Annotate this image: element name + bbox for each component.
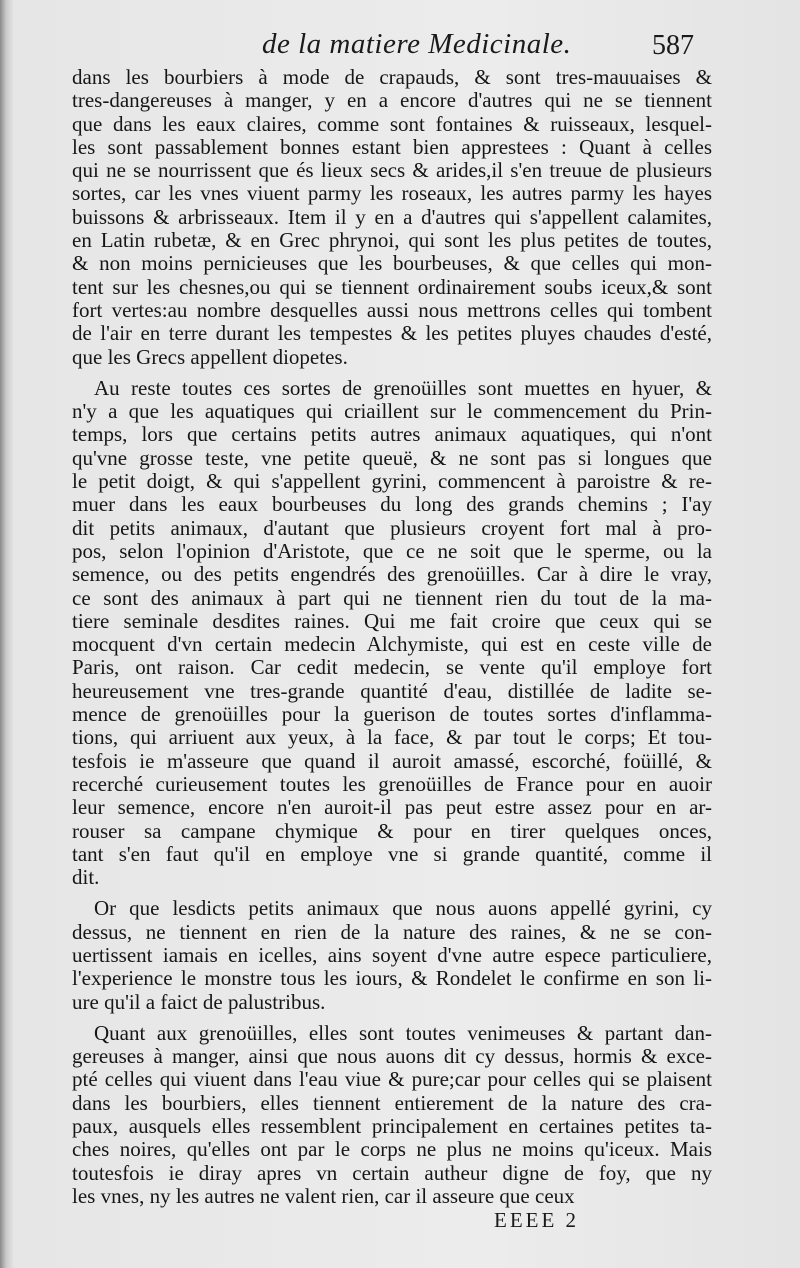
paragraph bbox=[72, 66, 712, 369]
page-number: 587 bbox=[652, 30, 694, 61]
text-line: mocquent d'vn certain medecin Alchymiste, qui est en ceste ville de bbox=[72, 632, 712, 657]
paragraph bbox=[72, 377, 712, 890]
text-line: recerché curieusement toutes les grenoüilles de France pour en auoir bbox=[72, 771, 712, 796]
paragraph bbox=[72, 1022, 712, 1208]
text-line: l'experience le monstre tous les iours, & Rondelet le confirme en son li- bbox=[72, 966, 712, 991]
text-line: ce sont des animaux à part qui ne tiennent rien du tout de la ma- bbox=[72, 585, 712, 610]
text-line: heureusement vne tres-grande quantité d'eau, distillée de ladite se- bbox=[72, 678, 712, 703]
text-line: tant s'en faut qu'il en employe vne si grande quantité, comme il bbox=[72, 841, 712, 866]
text-line: leur semence, encore n'en auroit-il pas peut estre assez pour en ar- bbox=[72, 795, 712, 820]
text-line: uertissent iamais en icelles, ains soyent d'vne autre espece particuliere, bbox=[72, 942, 712, 967]
text-line: de l'air en terre durant les tempestes & les petites pluyes chaudes d'esté, bbox=[72, 321, 712, 346]
text-line: gereuses à manger, ainsi que nous auons dit cy dessus, hormis & exce- bbox=[72, 1044, 712, 1069]
text-line: Quant aux grenoüilles, elles sont toutes venimeuses & partant dan- bbox=[94, 1020, 712, 1045]
text-line: ure qu'il a faict de palustribus. bbox=[72, 989, 326, 1014]
text-line: les vnes, ny les autres ne valent rien, car il asseure que ceux bbox=[72, 1183, 575, 1208]
text-line: les sont passablement bonnes estant bien apprestees : Quant à celles bbox=[72, 134, 712, 159]
text-line: que les Grecs appellent diopetes. bbox=[72, 344, 348, 369]
text-line: tiere seminale desdites raines. Qui me fait croire que ceux qui se bbox=[72, 608, 712, 633]
text-line: Au reste toutes ces sortes de grenoüilles sont muettes en hyuer, & bbox=[94, 375, 712, 400]
text-line: Or que lesdicts petits animaux que nous auons appellé gyrini, cy bbox=[94, 896, 712, 921]
text-line: pté celles qui viuent dans l'eau viue & pure;car pour celles qui se plaisent bbox=[72, 1067, 712, 1092]
text-line: mence de grenoüilles pour la guerison de toutes sortes d'inflamma- bbox=[72, 702, 712, 727]
text-line: n'y a que les aquatiques qui criaillent sur le commencement du Prin- bbox=[72, 399, 712, 424]
paragraph bbox=[72, 897, 712, 1013]
running-head bbox=[0, 28, 800, 68]
text-line: toutesfois ie diray apres vn certain autheur digne de foy, que ny bbox=[72, 1160, 712, 1185]
text-line: tesfois ie m'asseure que quand il auroit amassé, escorché, foüillé, & bbox=[72, 748, 712, 773]
body-text bbox=[72, 66, 712, 1216]
text-line: fort vertes:au nombre desquelles aussi nous mettrons celles qui tombent bbox=[72, 297, 712, 322]
text-line: paux, ausquels elles ressemblent principalement en certaines petites ta- bbox=[72, 1114, 712, 1139]
text-line: semence, ou des petits engendrés des grenoüilles. Car à dire le vray, bbox=[72, 562, 712, 587]
text-line: muer dans les eaux bourbeuses du long des grands chemins ; I'ay bbox=[72, 492, 712, 517]
text-line: rouser sa campane chymique & pour en tirer quelques onces, bbox=[72, 818, 712, 843]
text-line: dans les bourbiers à mode de crapauds, & sont tres-mauuaises & bbox=[72, 65, 712, 89]
text-line: tres-dangereuses à manger, y en a encore d'autres qui ne se tiennent bbox=[72, 88, 712, 113]
text-line: dessus, ne tiennent en rien de la nature des raines, & ne se con- bbox=[72, 919, 712, 944]
text-line: qu'vne grosse teste, vne petite queuë, & ne sont pas si longues que bbox=[72, 445, 712, 470]
text-line: Paris, ont raison. Car cedit medecin, se vente qu'il employe fort bbox=[72, 655, 712, 680]
signature-mark: EEEE 2 bbox=[494, 1208, 580, 1232]
text-line: buissons & arbrisseaux. Item il y en a d'autres qui s'appellent calamites, bbox=[72, 204, 712, 229]
text-line: sortes, car les vnes viuent parmy les roseaux, les autres parmy les hayes bbox=[72, 181, 712, 206]
text-line: que dans les eaux claires, comme sont fontaines & ruisseaux, lesquel- bbox=[72, 111, 712, 136]
text-line: le petit doigt, & qui s'appellent gyrini, commencent à paroistre & re- bbox=[72, 469, 712, 494]
text-line: pos, selon l'opinion d'Aristote, que ce ne soit que le sperme, ou la bbox=[72, 538, 712, 563]
text-line: dit petits animaux, d'autant que plusieurs croyent fort mal à pro- bbox=[72, 515, 712, 540]
running-title: de la matiere Medicinale. bbox=[262, 28, 572, 60]
text-line: tent sur les chesnes,ou qui se tiennent ordinairement soubs iceux,& sont bbox=[72, 274, 712, 299]
text-line: en Latin rubetæ, & en Grec phrynoi, qui sont les plus petites de toutes, bbox=[72, 228, 712, 253]
text-line: qui ne se nourrissent que és lieux secs & arides,il s'en treuue de plusieurs bbox=[72, 158, 712, 183]
text-line: tions, qui arriuent aux yeux, à la face, & par tout le corps; Et tou- bbox=[72, 725, 712, 750]
text-line: ches noires, qu'elles ont par le corps ne plus ne moins qu'iceux. Mais bbox=[72, 1137, 712, 1162]
text-line: dit. bbox=[72, 865, 100, 890]
text-line: & non moins pernicieuses que les bourbeuses, & que celles qui mon- bbox=[72, 251, 712, 276]
text-line: temps, lors que certains petits autres animaux aquatiques, qui n'ont bbox=[72, 422, 712, 447]
text-line: dans les bourbiers, elles tiennent entierement de la nature des cra- bbox=[72, 1090, 712, 1115]
